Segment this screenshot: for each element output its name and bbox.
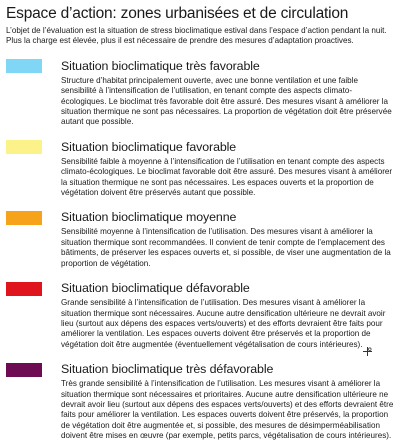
legend-entry-unfavorable (6, 280, 394, 350)
legend-entry-header (6, 280, 394, 297)
legend-entry-description: Structure d’habitat principalement ouverte, avec une bonne ventilation et une faible sensibilité à l’intensification de l’utilisation, en tenant compte des aspects climato-écologiques. Le bioclimat très favorable doit être assuré. Des mesures visant à améliorer la situation thermique ne sont pas nécessaires. La proportion de végétation doit être préservée autant que possible. (61, 75, 392, 127)
legend-entry-header (6, 209, 394, 226)
legend-entry-description: Sensibilité faible à moyenne à l’intensification de l’utilisation en tenant compte des aspects climato-écologiques. Le bioclimat favorable doit être assuré. Des mesures visant à améliorer la situation thermique ne sont pas nécessaires. Les espaces ouverts et la proportion de végétation doivent être préservés autant que possible. (61, 156, 393, 198)
legend-entry-description: Sensibilité moyenne à l’intensification de l’utilisation. Des mesures visant à améliorer la situation thermique sont recommandées. Il convient de tenir compte de l’emplacement des bâtiments, de préserver les espaces ouverts et, si possible, de viser une augmentation de la proportion de végétation. (61, 227, 391, 268)
legend-entry-title: Situation bioclimatique très défavorable (61, 362, 274, 377)
legend-entry-medium (6, 209, 394, 269)
intro-text: L’objet de l’évaluation est la situation de stress bioclimatique estival dans l’espace d’action pendant la nuit. Plus la charge est élevée, plus il est nécessaire de prendre des mesures d’adaptation proactives. (6, 26, 387, 46)
legend-entry-favorable (6, 139, 394, 199)
color-swatch (6, 59, 42, 73)
page-title: Espace d’action: zones urbanisées et de circulation (6, 5, 349, 22)
legend-entry-header (6, 361, 394, 378)
color-swatch (6, 140, 42, 154)
legend-entry-title: Situation bioclimatique moyenne (61, 210, 237, 225)
legend-entry-very-favorable (6, 58, 394, 128)
legend-entry-title: Situation bioclimatique favorable (61, 139, 237, 154)
legend-entry-very-unfavorable (6, 361, 394, 441)
legend-entry-description: Très grande sensibilité à l’intensification de l’utilisation. Les mesures visant à améliorer la situation thermique sont nécessaires et prioritaires. Aucune autre densification ultérieure ne devrait avoir lieu (surtout aux dépens des espaces verts/ouverts) et des efforts devraient être faits pour améliorer la ventilation. Les espaces ouverts doivent être préservés, la proportion de végétation doit être augmentée et, si possible, des mesures de désimperméabilisation doivent être mises en œuvre (par exemple, petits parcs, végétalisation de cours intérieures). (61, 379, 394, 441)
legend-entry-header (6, 139, 394, 156)
color-swatch (6, 211, 42, 225)
crosshair-cursor-icon (363, 347, 372, 356)
color-swatch (6, 363, 42, 377)
legend-entry-title: Situation bioclimatique défavorable (61, 281, 250, 296)
legend-entry-header (6, 58, 394, 75)
legend-entry-description: Grande sensibilité à l’intensification de l’utilisation. Des mesures visant à améliorer la situation thermique sont nécessaires. Aucune autre densification ultérieure ne devrait avoir lieu (surtout aux dépens des espaces verts/ouverts) et des efforts devraient être faits pour améliorer la ventilation. Les espaces ouverts doivent être préservés et la proportion de végétation doit être augmentée (éventuellement végétalisation de cours intérieures). (61, 298, 386, 349)
legend-entry-title: Situation bioclimatique très favorable (61, 58, 260, 73)
color-swatch (6, 282, 42, 296)
